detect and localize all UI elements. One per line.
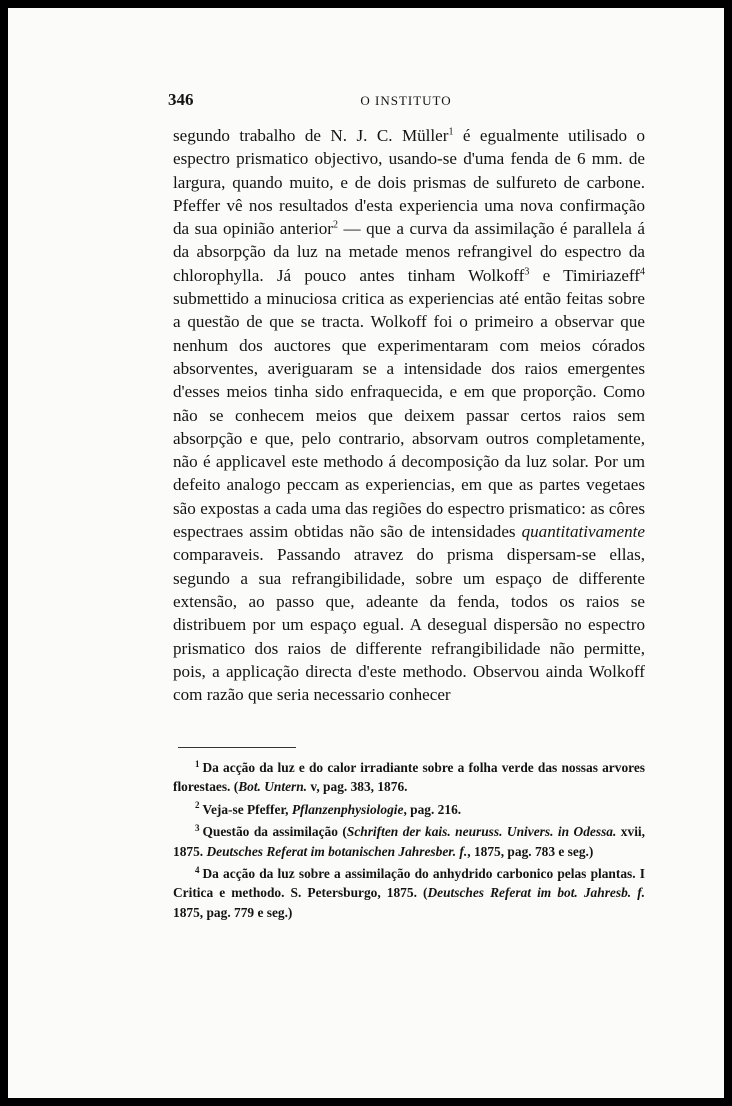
body-segment-4: e Timiriazeff: [529, 265, 640, 285]
body-segment-2: é egualmente utilisado o espectro prismatico objectivo, usando-se d'uma fenda de 6 mm. de largura, quando muito, e de dois prismas de sulfureto de carbone. Pfeffer vê nos resultados d'esta experiencia uma nova confirmação da sua opinião anterior: [173, 126, 645, 239]
footnote-italic: Deutsches Referat im bot. Jahresb. f.: [427, 885, 646, 901]
footnote-2: [173, 800, 645, 819]
footnote-text: , 1875, pag. 783 e seg.): [467, 843, 594, 859]
footnote-text: Da acção da luz e do calor irradiante sobre a folha verde das nossas arvores florestaes. (: [173, 760, 645, 795]
footnote-mark: 3: [195, 822, 200, 833]
footnote-italic: Pflanzenphysiologie: [291, 801, 404, 817]
footnote-3: [173, 822, 645, 861]
page-header: [168, 90, 644, 114]
footnote-mark: 2: [195, 800, 200, 811]
footnote-text: 1875, pag. 779 e seg.): [173, 904, 293, 920]
footnote-ref-3: 3: [524, 266, 530, 278]
page-number: 346: [168, 90, 194, 109]
footnote-italic: Deutsches Referat im botanischen Jahresber. f.: [206, 843, 468, 859]
footnote-ref-1: 1: [448, 126, 454, 138]
footnote-mark: 4: [195, 864, 200, 875]
footnote-text: Questão da assimilação (: [202, 824, 347, 840]
footnote-divider: [178, 747, 296, 748]
footnote-ref-2: 2: [332, 219, 338, 231]
footnote-ref-4: 4: [640, 266, 645, 278]
footnote-italic: Bot. Untern.: [238, 779, 308, 795]
footnote-text: , pag. 216.: [403, 801, 462, 817]
footnotes: [173, 758, 645, 925]
footnote-text: v, pag. 383, 1876.: [307, 779, 408, 795]
footnote-text: Da acção da luz sobre a assimilação do anhydrido carbonico pelas plantas. I Critica e methodo. S. Petersburgo, 1875. (: [173, 866, 645, 901]
body-segment-5: submettido a minuciosa critica as experiencias até então feitas sobre a questão de que se tracta. Wolkoff foi o primeiro a observar que nenhum dos auctores que experimentaram com meios córados absorventes, averiguaram se a intensidade dos raios emergentes d'esses meios tinha sido enfraquecida, e em que proporção. Como não se conhecem meios que deixem passar certos raios sem absorpção e que, pelo contrario, absorvam outros completamente, não é applicavel este methodo á decomposição da luz solar. Por um defeito analogo peccam as experiencias, em que as partes vegetaes são expostas a cada uma das regiões do espectro prismatico: as côres espectraes assim obtidas não são de intensidades: [173, 289, 645, 542]
body-paragraph: [173, 124, 645, 706]
footnote-mark: 1: [195, 758, 200, 769]
book-page: [8, 8, 724, 1098]
body-segment-1: segundo trabalho de N. J. C. Müller: [173, 126, 449, 145]
body-italic-word: quantitativamente: [521, 522, 645, 542]
footnote-1: [173, 758, 645, 797]
footnote-text: xvii, 1875.: [173, 824, 645, 859]
body-segment-6: comparaveis. Passando atravez do prisma dispersam-se ellas, segundo a sua refrangibilidade, sobre um espaço de differente extensão, ao passo que, adeante da fenda, todos os raios se distribuem por um espaço egual. A desegual dispersão no espectro prismatico dos raios de differente refrangibilidade não permitte, pois, a applicação directa d'este methodo. Observou ainda Wolkoff com razão que seria necessario conhecer: [173, 545, 645, 705]
footnote-4: [173, 864, 645, 922]
footnote-text: Veja-se Pfeffer,: [202, 801, 292, 817]
running-head: O INSTITUTO: [360, 93, 452, 108]
footnote-italic: Schriften der kais. neuruss. Univers. in Odessa.: [346, 824, 617, 840]
body-segment-3: — que a curva da assimilação é parallela á da absorpção da luz na metade menos refrangivel do espectro da chlorophylla. Já pouco antes tinham Wolkoff: [173, 219, 646, 285]
